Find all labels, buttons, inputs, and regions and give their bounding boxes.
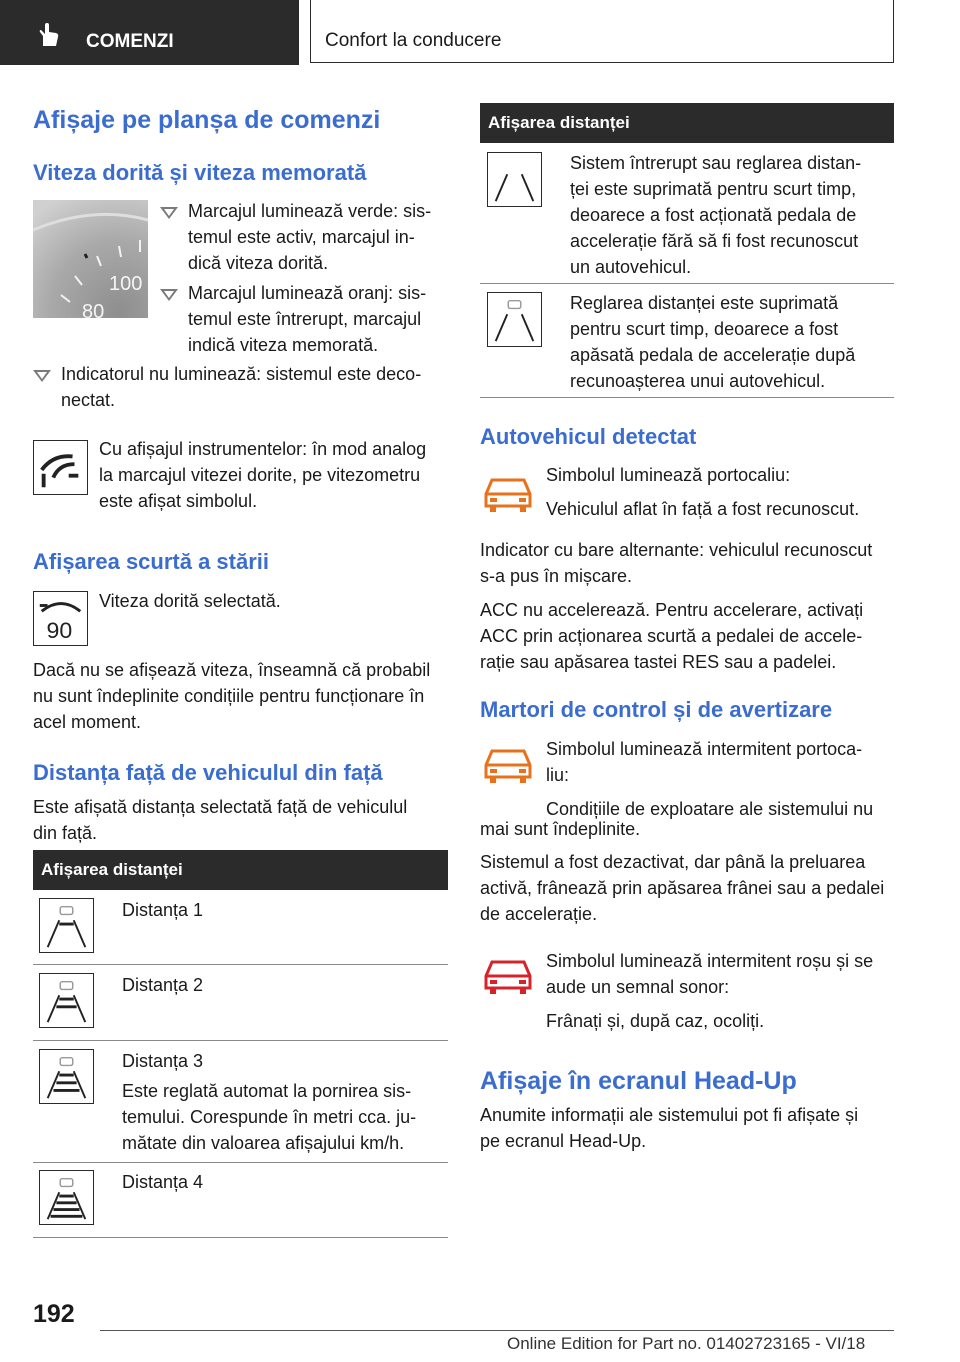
distance-icon bbox=[39, 1049, 94, 1104]
bars-paragraph: Indicator cu bare alternante: vehiculul recunoscut s-a pus în mișcare. bbox=[480, 540, 873, 586]
warning-orange-cont: mai sunt îndeplinite. bbox=[480, 819, 641, 839]
page-number: 192 bbox=[33, 1300, 75, 1328]
acc-paragraph: ACC nu accelerează. Pentru accelerare, activați ACC prin acționarea scurtă a pedalei de accele- rație sau apăsarea tastei RES sau a padelei. bbox=[480, 600, 864, 672]
warning-heading: Martori de control și de avertizare bbox=[480, 697, 833, 722]
distance-row-text: Distanța 1 bbox=[122, 900, 204, 920]
row-divider bbox=[480, 283, 894, 284]
distance-suppressed-icon bbox=[487, 152, 542, 207]
chapter-tab bbox=[0, 0, 299, 65]
chapter-label: COMENZI bbox=[86, 31, 174, 52]
warning-red-text: Simbolul luminează intermitent roșu și se aude un semnal sonor: Frânați și, după caz, ocoliți. bbox=[546, 951, 874, 1031]
deactivated-paragraph: Sistemul a fost dezactivat, dar până la preluarea activă, frânează prin apăsarea frânei sau a pedalei de accelerație. bbox=[480, 852, 885, 924]
detected-heading: Autovehicul detectat bbox=[480, 424, 697, 449]
distance-row-text: Distanța 4 bbox=[122, 1172, 204, 1192]
speedometer-gauge bbox=[33, 200, 148, 318]
car-red-icon bbox=[480, 956, 536, 998]
bullet-off: Indicatorul nu luminează: sistemul este deco- nectat. bbox=[33, 361, 448, 415]
distance-suppressed-car-icon bbox=[487, 292, 542, 347]
distance-heading: Distanța față de vehiculul din față bbox=[33, 760, 383, 785]
distance-row-text: Distanța 3 Este reglată automat la pornirea sis- temului. Corespunde în metri cca. ju- mătate din valoarea afișajului km/h. bbox=[122, 1051, 417, 1153]
distance-row-text: Distanța 2 bbox=[122, 975, 204, 995]
warning-orange-text: Simbolul luminează intermitent portoca- liu: Condițiile de exploatare ale sistemului nu bbox=[546, 739, 874, 819]
hud-paragraph: Anumite informații ale sistemului pot fi afișate și pe ecranul Head-Up. bbox=[480, 1105, 859, 1151]
speed-90-icon bbox=[33, 591, 88, 646]
distance-icon bbox=[39, 973, 94, 1028]
distance-row-text: Sistem întrerupt sau reglarea distan- ței este suprimată pentru scurt timp, deoarece a fost acționată pedala de accelerație fără să fi fost recunoscut un autovehicul. bbox=[570, 153, 862, 277]
hud-heading: Afișaje în ecranul Head-Up bbox=[480, 1067, 797, 1095]
section-title: Confort la conducere bbox=[325, 30, 502, 51]
triangle-bullet-icon bbox=[160, 207, 178, 219]
edition-text: Online Edition for Part no. 01402723165 - VI/18 bbox=[507, 1334, 866, 1353]
distance-icon bbox=[39, 898, 94, 953]
distance-table-header-right: Afișarea distanței bbox=[480, 103, 894, 143]
row-divider bbox=[480, 397, 894, 398]
acc-symbol-icon bbox=[33, 440, 88, 495]
detected-text: Simbolul luminează portocaliu: Vehiculul aflat în față a fost recunoscut. bbox=[546, 465, 860, 519]
distance-icon bbox=[39, 1170, 94, 1225]
car-orange-icon bbox=[480, 474, 536, 516]
gauge-80: 80 bbox=[82, 301, 105, 318]
main-heading: Afișaje pe planșa de comenzi bbox=[33, 106, 381, 134]
distance-paragraph: Este afișată distanța selectată față de vehiculul din față. bbox=[33, 797, 408, 843]
short-status-heading: Afișarea scurtă a stării bbox=[33, 549, 270, 574]
gauge-100: 100 bbox=[109, 273, 143, 295]
row-divider bbox=[33, 964, 448, 965]
bullet-orange: Marcajul luminează oranj: sis- temul este întrerupt, marcajul indică viteza memorată. bbox=[160, 280, 450, 360]
section-header bbox=[310, 0, 894, 63]
car-orange-icon bbox=[480, 745, 536, 787]
triangle-bullet-icon bbox=[33, 370, 51, 382]
svg-text:90: 90 bbox=[46, 617, 73, 644]
footer-divider bbox=[100, 1330, 894, 1331]
distance-row-text: Reglarea distanței este suprimată pentru scurt timp, deoarece a fost apăsată pedala de accelerație după recunoașterea unui autovehicul. bbox=[570, 293, 856, 391]
hand-icon bbox=[36, 22, 62, 48]
speed-paragraph: Dacă nu se afișează viteza, înseamnă că probabil nu sunt îndeplinite condițiile pentru funcționare în acel moment. bbox=[33, 660, 431, 732]
row-divider bbox=[33, 1237, 448, 1238]
row-divider bbox=[33, 1162, 448, 1163]
short-status-text: Viteza dorită selectată. bbox=[99, 591, 281, 611]
distance-table-header: Afișarea distanței bbox=[33, 850, 448, 890]
bullet-green: Marcajul luminează verde: sis- temul este activ, marcajul in- dică viteza dorită. bbox=[160, 198, 450, 278]
speed-heading: Viteza dorită și viteza memorată bbox=[33, 160, 367, 185]
row-divider bbox=[33, 1040, 448, 1041]
triangle-bullet-icon bbox=[160, 289, 178, 301]
analog-text: Cu afișajul instrumentelor: în mod analog la marcajul vitezei dorite, pe vitezometru este afișat simbolul. bbox=[99, 439, 427, 511]
